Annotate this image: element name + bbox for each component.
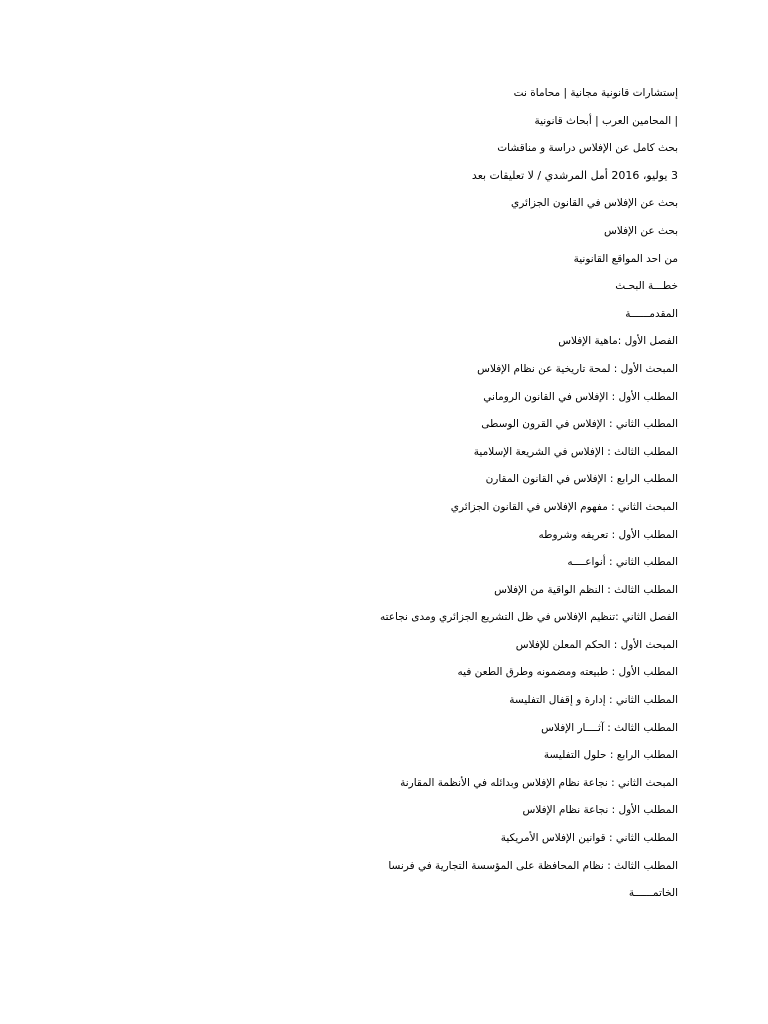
toc-line: المطلب الثاني : أنواعــــه xyxy=(567,556,678,569)
toc-line: المبحث الثاني : مفهوم الإفلاس في القانون الجزائري xyxy=(450,500,678,513)
toc-line: المبحث الأول : الحكم المعلن للإفلاس xyxy=(515,638,678,651)
toc-line: المطلب الثاني : الإفلاس في القرون الوسطى xyxy=(481,418,678,431)
source-line: من احد المواقع القانونية xyxy=(573,252,678,265)
toc-line: المطلب الثالث : نظام المحافظة على المؤسسة التجارية في فرنسا xyxy=(388,859,678,872)
toc-line: المطلب الثالث : النظم الواقية من الإفلاس xyxy=(494,583,678,596)
toc-line: المطلب الثاني : قوانين الإفلاس الأمريكية xyxy=(500,832,678,845)
toc-line: المطلب الثاني : إدارة و إقفال التفليسة xyxy=(509,694,678,707)
toc-line: المبحث الأول : لمحة تاريخية عن نظام الإفلاس xyxy=(477,362,678,375)
document-body xyxy=(278,84,678,912)
toc-line: المطلب الثالث : الإفلاس في الشريعة الإسلامية xyxy=(473,445,678,458)
toc-line: المطلب الرابع : الإفلاس في القانون المقارن xyxy=(485,473,678,486)
plan-heading: خطـــة البحـث xyxy=(615,280,678,293)
toc-line: المطلب الأول : طبيعته ومضمونه وطرق الطعن فيه xyxy=(457,666,678,679)
toc-line: المقدمــــــة xyxy=(625,307,678,320)
toc-line: المطلب الثالث : آثــــار الإفلاس xyxy=(541,721,678,734)
article-title: بحث كامل عن الإفلاس دراسة و مناقشات xyxy=(497,142,678,155)
toc-line: المطلب الأول : نجاعة نظام الإفلاس xyxy=(522,804,678,817)
toc-line: المبحث الثاني : نجاعة نظام الإفلاس وبدائله في الأنظمة المقارنة xyxy=(400,776,678,789)
subtitle-line: بحث عن الإفلاس xyxy=(604,224,678,237)
toc-line: الفصل الأول :ماهية الإفلاس xyxy=(558,335,678,348)
subtitle-line: بحث عن الإفلاس في القانون الجزائري xyxy=(511,197,678,210)
toc-line: المطلب الأول : الإفلاس في القانون الروماني xyxy=(483,390,678,403)
site-header-line: إستشارات قانونية مجانية | محاماة نت xyxy=(513,87,678,99)
site-category-line: | المحامين العرب | أبحاث قانونية xyxy=(534,114,678,127)
toc-line: الخاتمــــــة xyxy=(628,887,678,900)
toc-line: المطلب الرابع : حلول التفليسة xyxy=(543,749,678,762)
toc-line: الفصل الثاني :تنظيم الإفلاس في ظل التشريع الجزائري ومدى نجاعته xyxy=(379,611,678,624)
article-meta-line: 3 يوليو، 2016 أمل المرشدي / لا تعليقات بعد xyxy=(471,168,678,182)
toc-line: المطلب الأول : تعريفه وشروطه xyxy=(538,528,678,541)
